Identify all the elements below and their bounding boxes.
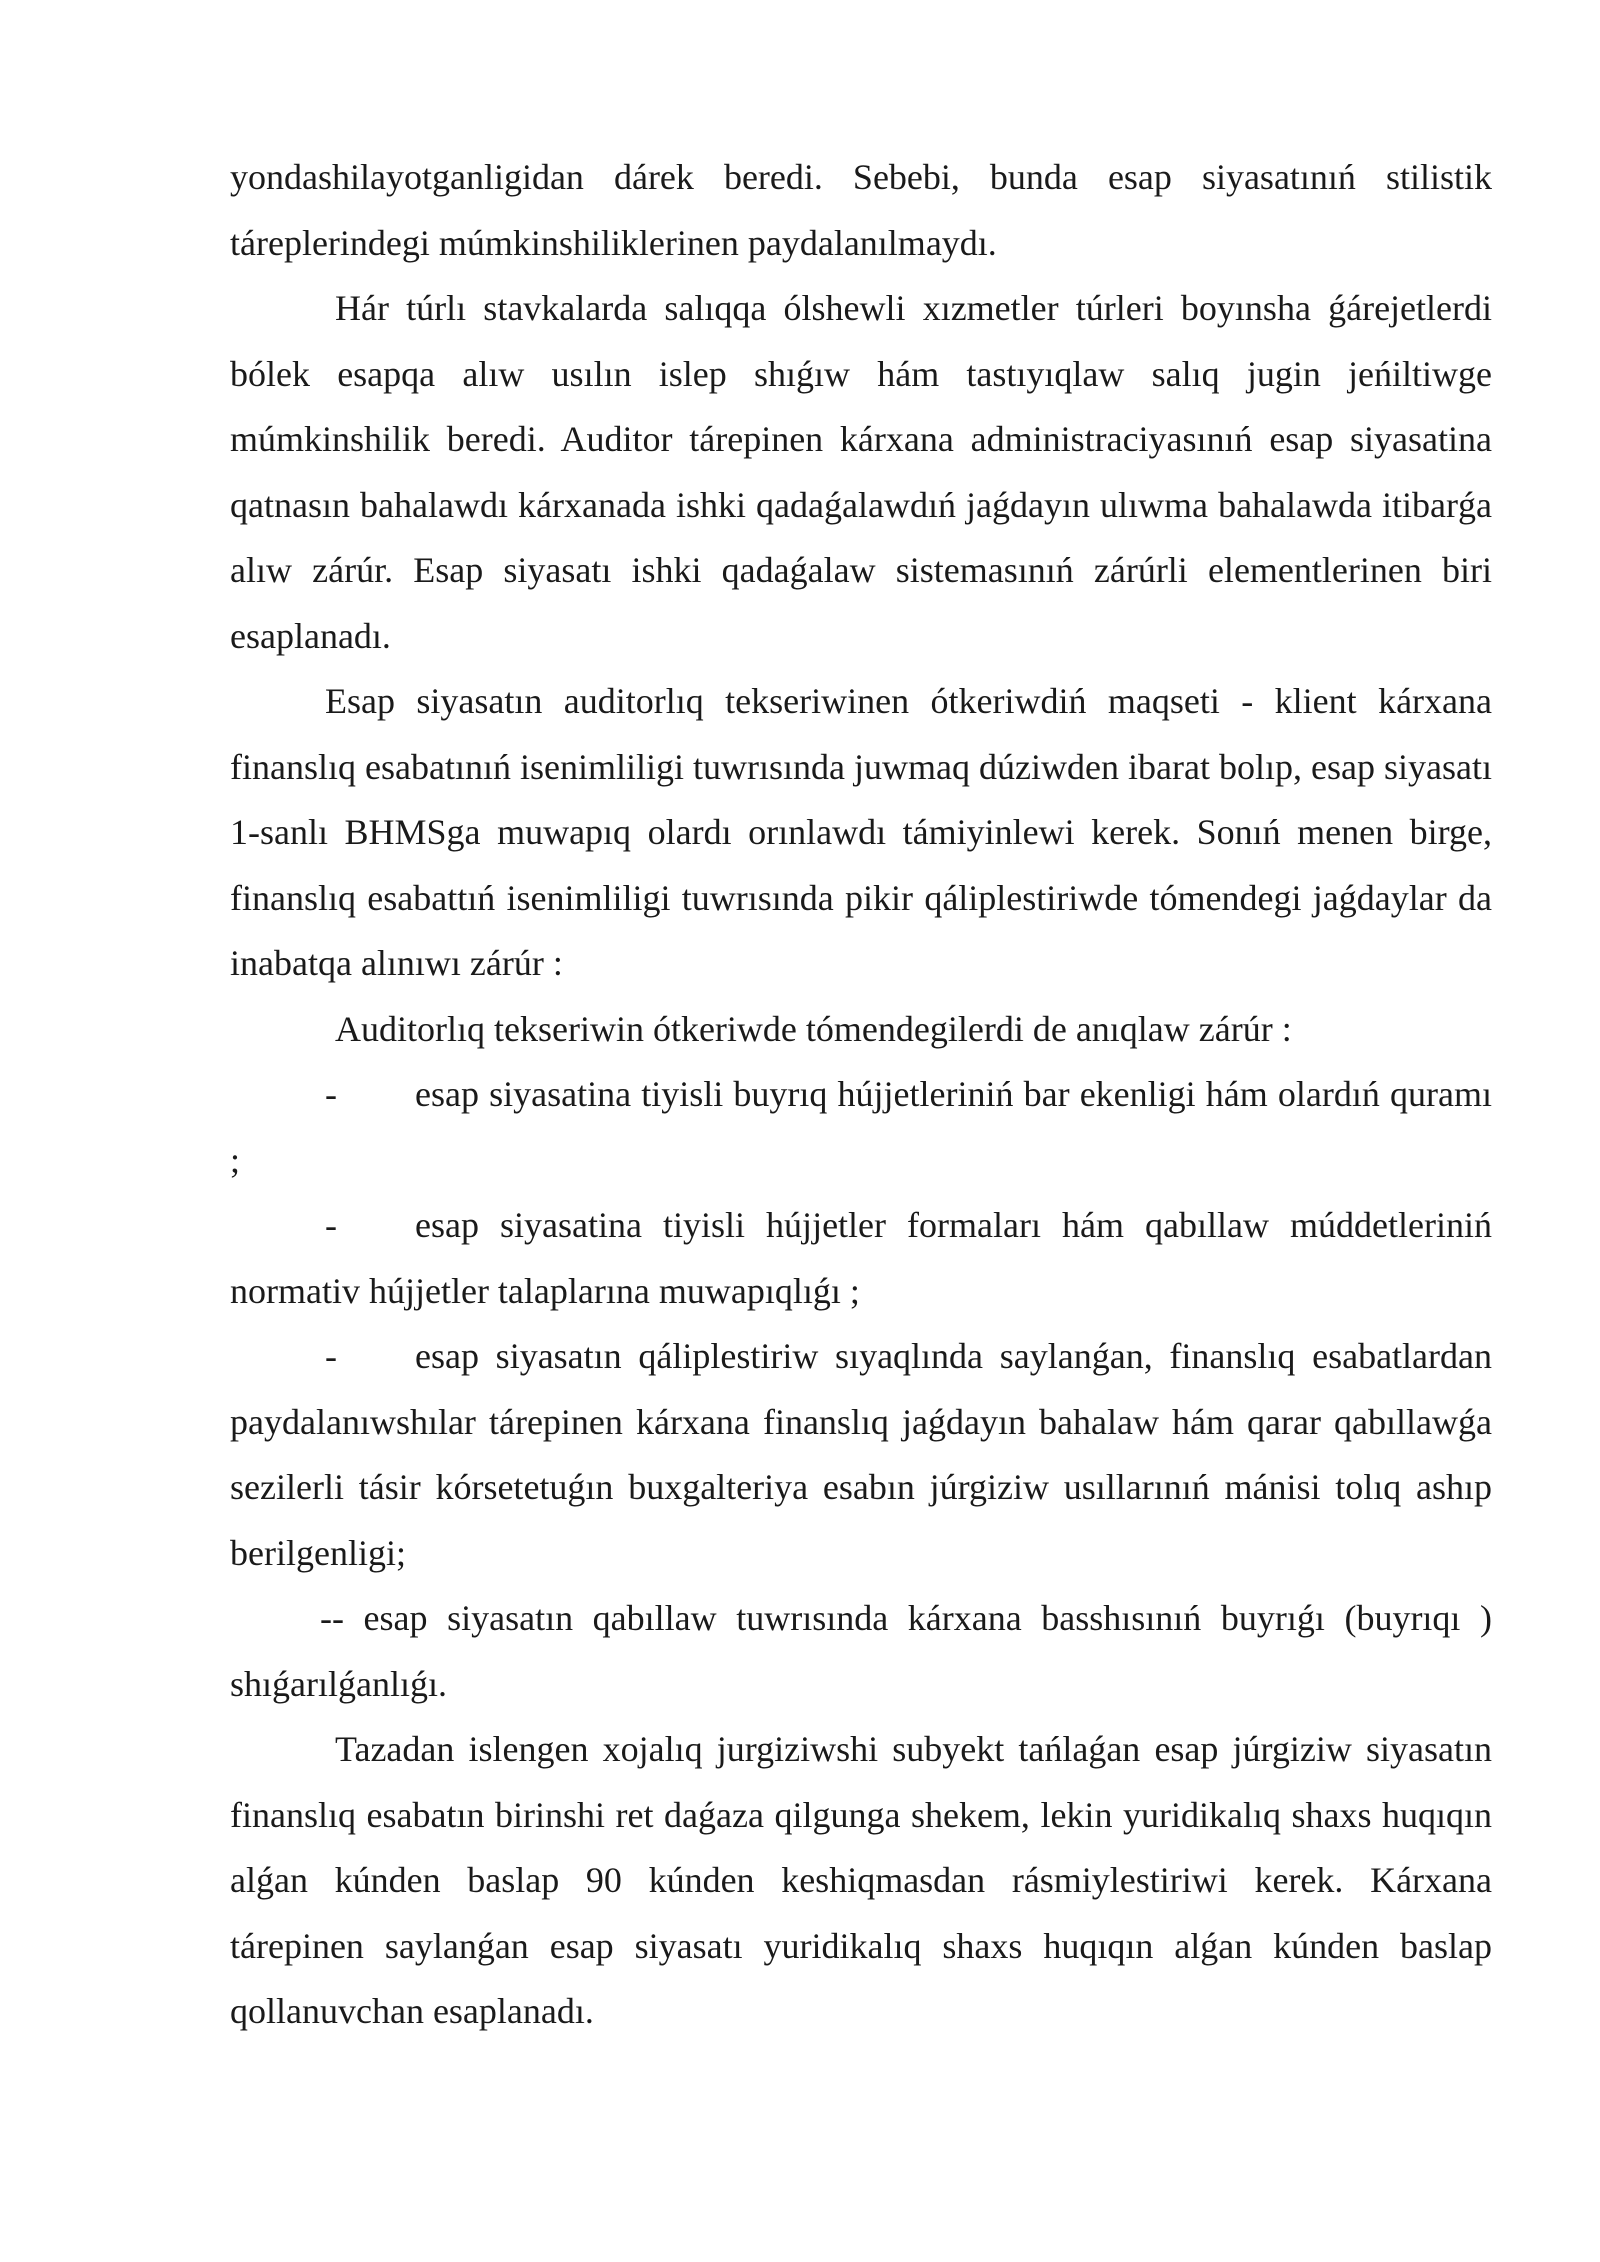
list-item [230,1324,1492,1586]
list-item-text: esap siyasatina tiyisli buyrıq hújjetleriniń bar ekenligi hám olardıń quramı ; [230,1074,1492,1180]
list-item-text: esap siyasatina tiyisli hújjetler formaları hám qabıllaw múddetleriniń normativ hújjetler talaplarına muwapıqlıǵı ; [230,1205,1492,1311]
paragraph-closing: Tazadan islengen xojalıq jurgiziwshi subyekt tańlaǵan esap júrgiziw siyasatın finanslıq esabatın birinshi ret daǵaza qilgunga shekem, lekin yuridikalıq shaxs huqıqın alǵan kúnden baslap 90 kúnden keshiqmasdan rásmiylestiriwi kerek. Kárxana tárepinen saylanǵan esap siyasatı yuridikalıq shaxs huqıqın alǵan kúnden baslap qollanuvchan esaplanadı. [230,1729,1492,2031]
double-dash-item: -- esap siyasatın qabıllaw tuwrısında kárxana basshısınıń buyrıǵı (buyrıqı ) shıǵarılǵanlıǵı. [230,1598,1492,1704]
list-dash: - [325,1336,337,1376]
paragraph-audit-requirements: Auditorlıq tekseriwin ótkeriwde tómendegilerdi de anıqlaw zárúr : [335,1008,1292,1049]
list-item [230,1062,1492,1193]
paragraph-continuation: yondashilayotganligidan dárek beredi. Sebebi, bunda esap siyasatınıń stilistik táreplerindegi múmkinshiliklerinen paydalanılmaydı. [230,157,1492,263]
document-page [230,145,1492,2045]
list-item-text: esap siyasatın qáliplestiriw sıyaqlında saylanǵan, finanslıq esabatlardan paydalanıwshılar tárepinen kárxana finanslıq jaǵdayın bahalaw hám qarar qabıllawǵa sezilerli tásir kórsetetuǵın buxgalteriya esabın júrgiziw usıllarınıń mánisi tolıq ashıp berilgenligi; [230,1336,1492,1573]
paragraph-audit-goal: Esap siyasatın auditorlıq tekseriwinen ótkeriwdiń maqseti - klient kárxana finanslıq esabatınıń isenimliligi tuwrısında juwmaq dúziwden ibarat bolıp, esap siyasatı 1-sanlı BHMSga muwapıq olardı orınlawdı támiyinlewi kerek. Sonıń menen birge, finanslıq esabattıń isenimliligi tuwrısında pikir qáliplestiriwde tómendegi jaǵdaylar da inabatqa alınıwı zárúr : [230,681,1492,983]
list-item [230,1193,1492,1324]
paragraph-tax-expenses: Hár túrlı stavkalarda salıqqa ólshewli xızmetler túrleri boyınsha ǵárejetlerdi bólek esapqa alıw usılın islep shıǵıw hám tastıyıqlaw salıq jugin jeńiltiwge múmkinshilik beredi. Auditor tárepinen kárxana administraciyasınıń esap siyasatina qatnasın bahalawdı kárxanada ishki qadaǵalawdıń jaǵdayın ulıwma bahalawda itibarǵa alıw zárúr. Esap siyasatı ishki qadaǵalaw sistemasınıń zárúrli elementlerinen biri esaplanadı. [230,288,1492,656]
list-dash: - [325,1074,337,1114]
list-dash: - [325,1205,337,1245]
